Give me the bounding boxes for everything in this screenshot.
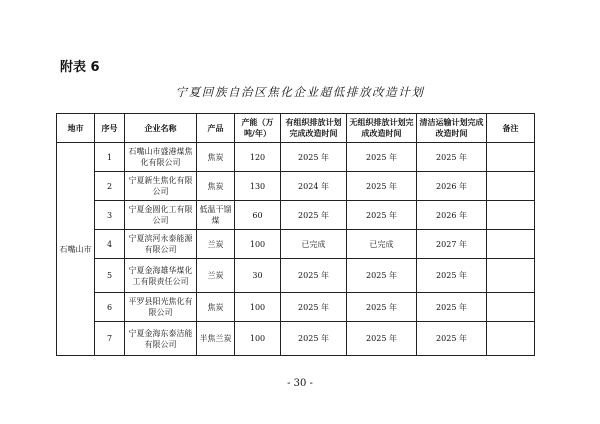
capacity-cell: 30	[235, 259, 281, 293]
product-cell: 兰炭	[197, 259, 235, 293]
header-company: 企业名称	[125, 114, 197, 143]
table-row	[57, 201, 535, 230]
company-cell: 石嘴山市盛港煤焦化有限公司	[125, 143, 197, 172]
company-cell: 宁夏金海雄华煤化工有限责任公司	[125, 259, 197, 293]
header-region: 地市	[57, 114, 95, 143]
seq-cell: 5	[95, 259, 125, 293]
transport-cell: 2026 年	[417, 172, 487, 201]
organized-cell: 2025 年	[281, 259, 347, 293]
remarks-cell	[487, 322, 535, 356]
company-cell: 平罗县阳光焦化有限公司	[125, 293, 197, 322]
remarks-cell	[487, 201, 535, 230]
remarks-cell	[487, 143, 535, 172]
transport-cell: 2025 年	[417, 293, 487, 322]
seq-cell: 6	[95, 293, 125, 322]
seq-cell: 7	[95, 322, 125, 356]
region-cell: 石嘴山市	[57, 143, 95, 356]
page-number: - 30 -	[287, 378, 313, 389]
transport-cell: 2027 年	[417, 230, 487, 259]
table-row	[57, 172, 535, 201]
table-row	[57, 293, 535, 322]
table-row	[57, 143, 535, 172]
product-cell: 兰炭	[197, 230, 235, 259]
product-cell: 半焦兰炭	[197, 322, 235, 356]
capacity-cell: 100	[235, 293, 281, 322]
unorganized-cell: 2025 年	[347, 293, 417, 322]
company-cell: 宁夏金圆化工有限公司	[125, 201, 197, 230]
seq-cell: 4	[95, 230, 125, 259]
header-seq: 序号	[95, 114, 125, 143]
table-row	[57, 322, 535, 356]
organized-cell: 2025 年	[281, 201, 347, 230]
capacity-cell: 100	[235, 230, 281, 259]
organized-cell: 已完成	[281, 230, 347, 259]
header-product: 产品	[197, 114, 235, 143]
header-transport: 清洁运输计划完成改造时间	[417, 114, 487, 143]
table-row	[57, 259, 535, 293]
product-cell: 焦炭	[197, 143, 235, 172]
transport-cell: 2025 年	[417, 322, 487, 356]
header-unorganized: 无组织排放计划完成改造时间	[347, 114, 417, 143]
organized-cell: 2025 年	[281, 293, 347, 322]
appendix-label: 附表 6	[60, 60, 100, 75]
product-cell: 焦炭	[197, 293, 235, 322]
transport-cell: 2025 年	[417, 143, 487, 172]
unorganized-cell: 2025 年	[347, 143, 417, 172]
seq-cell: 2	[95, 172, 125, 201]
transport-cell: 2025 年	[417, 259, 487, 293]
transport-cell: 2026 年	[417, 201, 487, 230]
organized-cell: 2024 年	[281, 172, 347, 201]
document-title: 宁夏回族自治区焦化企业超低排放改造计划	[175, 85, 425, 99]
company-cell: 宁夏新生焦化有限公司	[125, 172, 197, 201]
remarks-cell	[487, 293, 535, 322]
unorganized-cell: 2025 年	[347, 172, 417, 201]
remarks-cell	[487, 259, 535, 293]
organized-cell: 2025 年	[281, 322, 347, 356]
renovation-plan-table	[56, 113, 535, 356]
unorganized-cell: 2025 年	[347, 259, 417, 293]
header-capacity: 产能（万吨/年）	[235, 114, 281, 143]
company-cell: 宁夏金海东泰洁能有限公司	[125, 322, 197, 356]
unorganized-cell: 已完成	[347, 230, 417, 259]
seq-cell: 1	[95, 143, 125, 172]
capacity-cell: 120	[235, 143, 281, 172]
remarks-cell	[487, 230, 535, 259]
capacity-cell: 130	[235, 172, 281, 201]
organized-cell: 2025 年	[281, 143, 347, 172]
company-cell: 宁夏滨河永泰能源有限公司	[125, 230, 197, 259]
product-cell: 焦炭	[197, 172, 235, 201]
seq-cell: 3	[95, 201, 125, 230]
capacity-cell: 100	[235, 322, 281, 356]
header-organized: 有组织排放计划完成改造时间	[281, 114, 347, 143]
product-cell: 低温干馏煤	[197, 201, 235, 230]
unorganized-cell: 2025 年	[347, 201, 417, 230]
header-remarks: 备注	[487, 114, 535, 143]
capacity-cell: 60	[235, 201, 281, 230]
table-header-row	[57, 114, 535, 143]
remarks-cell	[487, 172, 535, 201]
unorganized-cell: 2025 年	[347, 322, 417, 356]
table-row	[57, 230, 535, 259]
